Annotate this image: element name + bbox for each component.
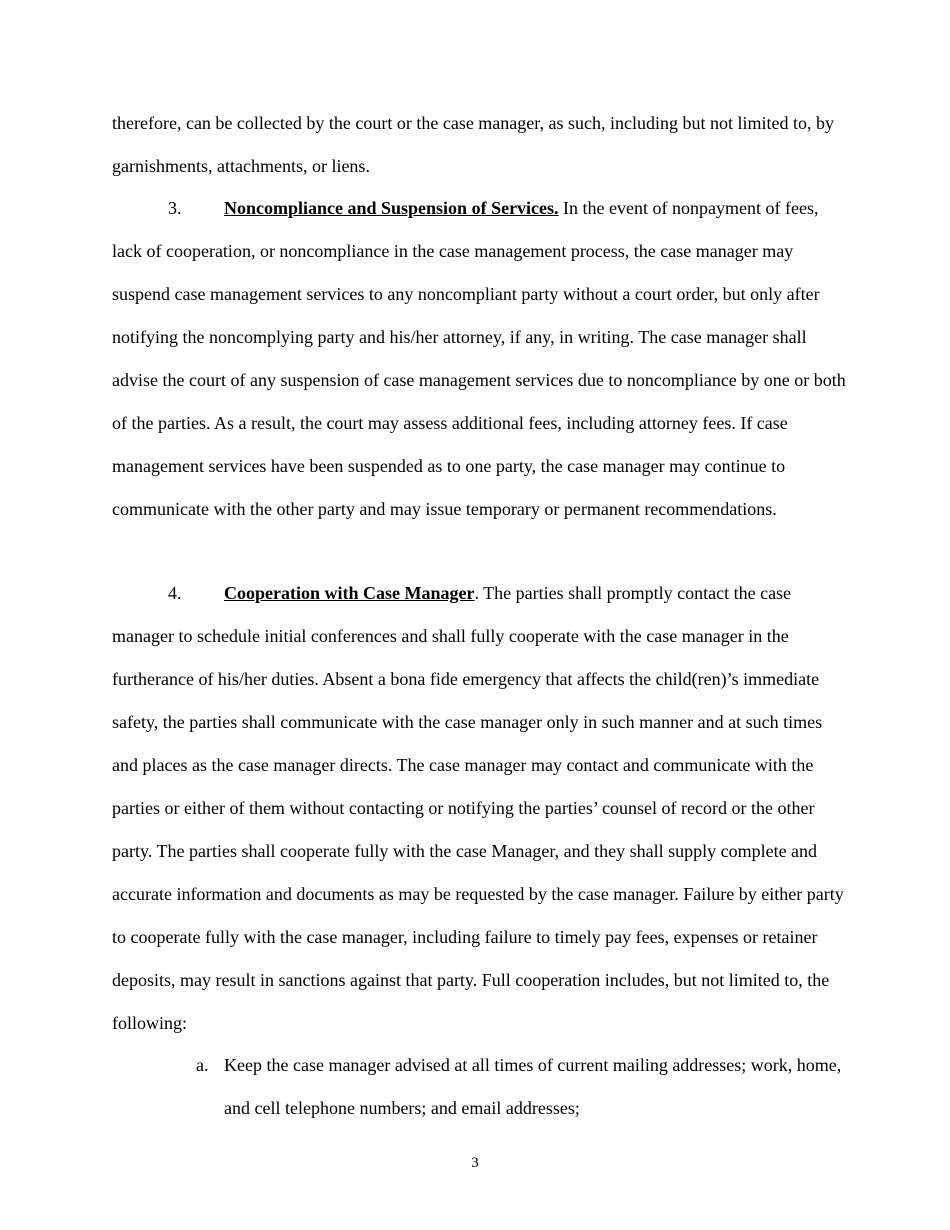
page-number: 3 — [471, 1155, 479, 1171]
section-3-body: In the event of nonpayment of fees, lack of cooperation, or noncompliance in the case management process, the case manager may suspend case management services to any noncompliant party without a court order, but only after notifying the noncomplying party and his/her attorney, if any, in writing. The case manager shall advise the court of any suspension of case management services due to noncompliance by one or both of the parties. As a result, the court may assess additional fees, including attorney fees. If case management services have been suspended as to one party, the case manager may continue to communicate with the other party and may issue temporary or permanent recommendations. — [112, 198, 846, 519]
section-3-heading: Noncompliance and Suspension of Services. — [224, 198, 559, 218]
section-3-paragraph — [112, 187, 847, 531]
list-item-marker: a. — [196, 1055, 209, 1075]
continuation-paragraph — [112, 102, 847, 188]
section-4-number: 4. — [168, 583, 182, 603]
section-4-paragraph — [112, 572, 847, 1045]
continuation-text: therefore, can be collected by the court or the case manager, as such, including but not limited to, by garnishments, attachments, or liens. — [112, 113, 835, 176]
list-item-text: Keep the case manager advised at all times of current mailing addresses; work, home, and cell telephone numbers; and email addresses; — [224, 1055, 842, 1118]
list-item — [196, 1044, 846, 1130]
section-4-body: . The parties shall promptly contact the case manager to schedule initial conferences and shall fully cooperate with the case manager in the furtherance of his/her duties. Absent a bona fide emergency that affects the child(ren)’s immediate safety, the parties shall communicate with the case manager only in such manner and at such times and places as the case manager directs. The case manager may contact and communicate with the parties or either of them without contacting or notifying the parties’ counsel of record or the other party. The parties shall cooperate fully with the case Manager, and they shall supply complete and accurate information and documents as may be requested by the case manager. Failure by either party to cooperate fully with the case manager, including failure to timely pay fees, expenses or retainer deposits, may result in sanctions against that party. Full cooperation includes, but not limited to, the following: — [112, 583, 844, 1033]
section-3-number: 3. — [168, 198, 182, 218]
section-4-heading: Cooperation with Case Manager — [224, 583, 475, 603]
